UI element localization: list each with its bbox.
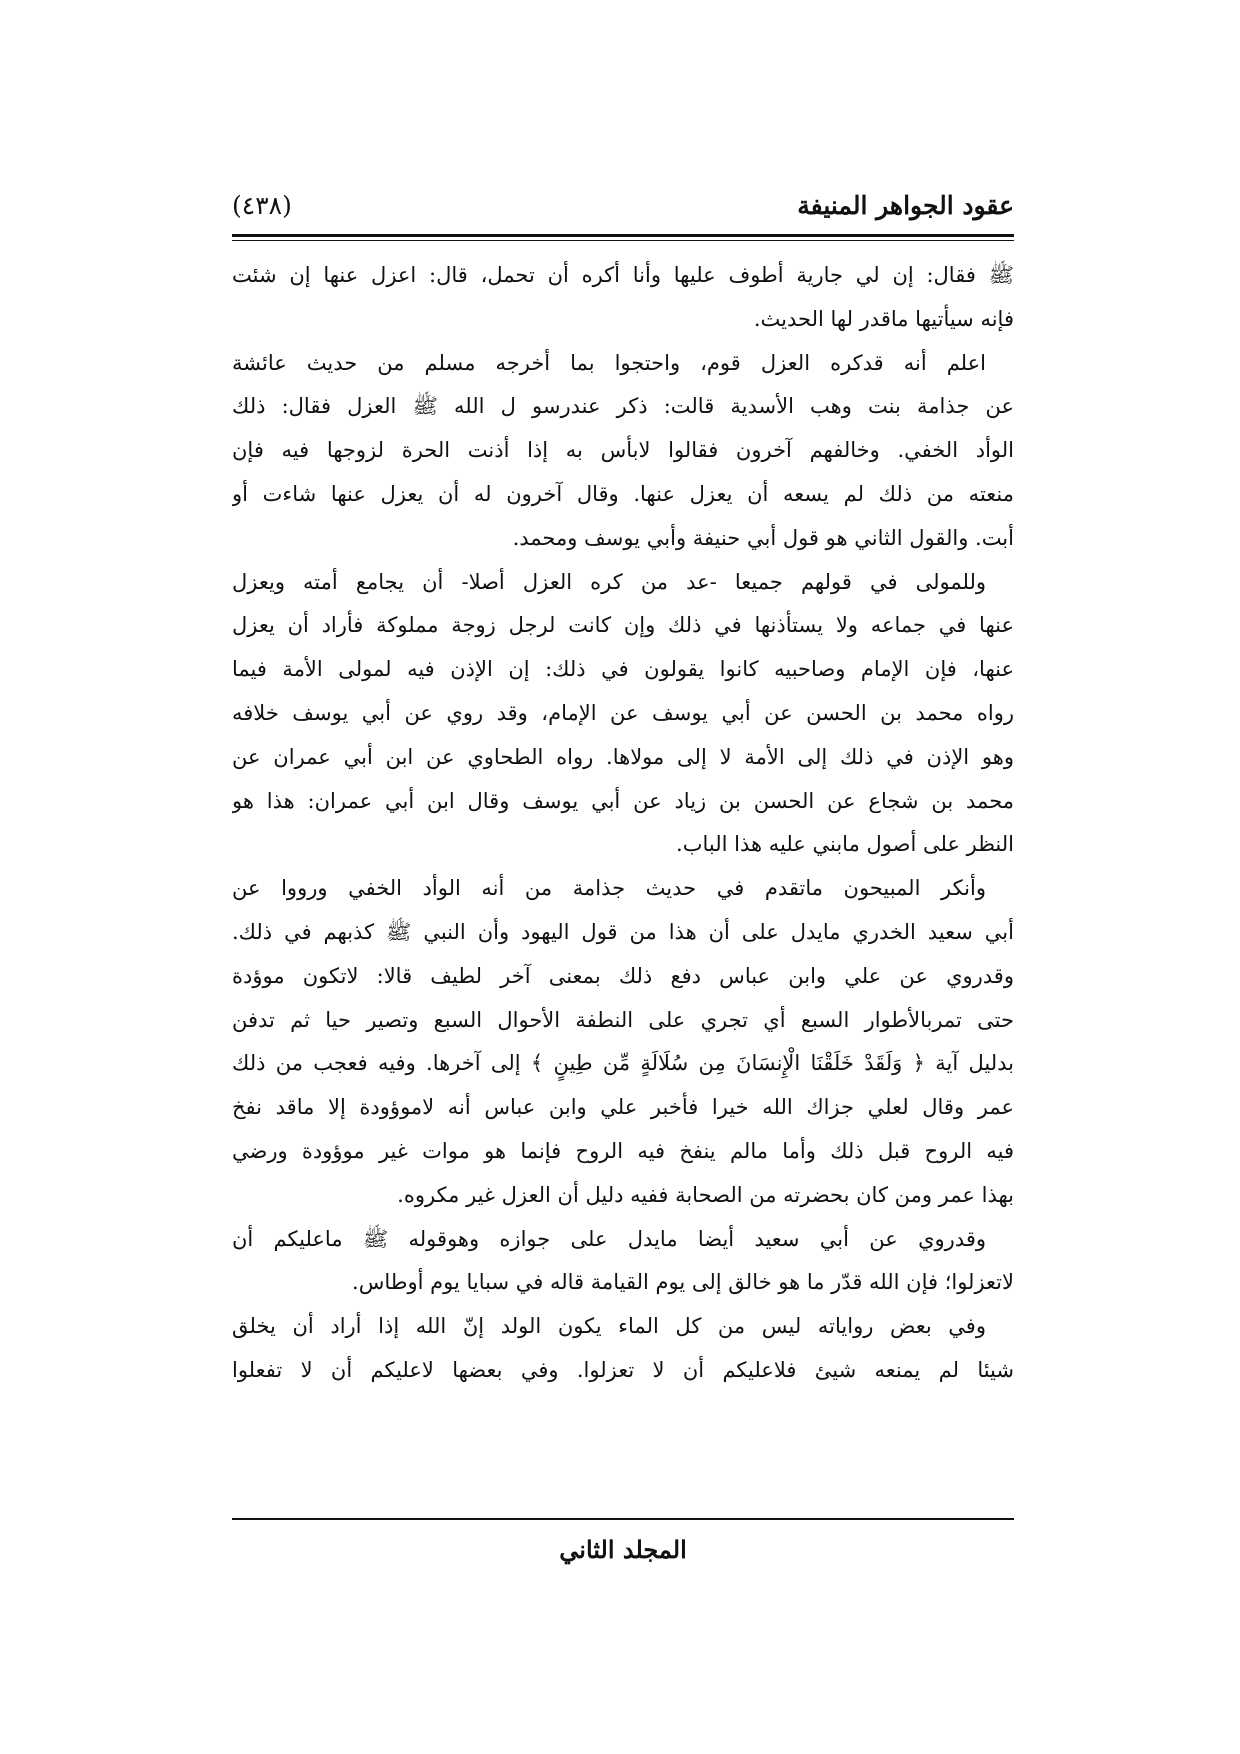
text-line: وأنكر المبيحون ماتقدم في حديث جذامة من أنه الوأد الخفي ورووا عن: [232, 876, 986, 901]
text-line: محمد بن شجاع عن الحسن بن زياد عن أبي يوسف وقال ابن أبي عمران: هذا هو: [232, 788, 1014, 813]
volume-label: المجلد الثاني: [559, 1535, 687, 1564]
text-line: اعلم أنه قدكره العزل قوم، واحتجوا بما أخرجه مسلم من حديث عائشة: [232, 350, 986, 375]
page-number: (٤٣٨): [232, 191, 292, 220]
text-line: وهو الإذن في ذلك إلى الأمة لا إلى مولاها. رواه الطحاوي عن ابن أبي عمران عن: [232, 744, 1014, 769]
text-line: النظر على أصول مابني عليه هذا الباب.: [676, 832, 1014, 857]
text-line: فيه الروح قبل ذلك وأما مالم ينفخ فيه الروح فإنما هو موات غير موؤودة ورضي: [232, 1138, 1014, 1163]
text-line: أبي سعيد الخدري مايدل على أن هذا من قول اليهود وأن النبي ﷺ كذبهم في ذلك.: [232, 919, 1014, 944]
text-line: عنها، فإن الإمام وصاحبيه كانوا يقولون في ذلك: إن الإذن فيه لمولى الأمة فيما: [232, 657, 1014, 682]
text-line: ﷺ فقال: إن لي جارية أطوف عليها وأنا أكره أن تحمل، قال: اعزل عنها إن شئت: [232, 263, 1014, 287]
text-line: رواه محمد بن الحسن عن أبي يوسف عن الإمام، وقد روي عن أبي يوسف خلافه: [232, 700, 1014, 725]
text-line: حتى تمربالأطوار السبع أي تجري على النطفة الأحوال السبع وتصير حيا ثم تدفن: [232, 1007, 1014, 1032]
book-title: عقود الجواهر المنيفة: [797, 191, 1014, 220]
text-line: وقدروي عن أبي سعيد أيضا مايدل على جوازه وهوقوله ﷺ ماعليكم أن: [232, 1226, 986, 1251]
text-line: بهذا عمر ومن كان بحضرته من الصحابة ففيه دليل أن العزل غير مكروه.: [397, 1182, 1014, 1207]
text-line: عن جذامة بنت وهب الأسدية قالت: ذكر عندرسو ل الله ﷺ العزل فقال: ذلك: [232, 394, 1014, 419]
text-line: لاتعزلوا؛ فإن الله قدّر ما هو خالق إلى يوم القيامة قاله في سبايا يوم أوطاس.: [352, 1270, 1014, 1295]
header-rule-thin: [232, 240, 1014, 241]
text-line: فإنه سيأتيها ماقدر لها الحديث.: [753, 306, 1014, 331]
footer-rule: [232, 1518, 1014, 1520]
text-line: أبت. والقول الثاني هو قول أبي حنيفة وأبي يوسف ومحمد.: [512, 525, 1014, 550]
page-header: [232, 186, 1014, 226]
text-line: وقدروي عن علي وابن عباس دفع ذلك بمعنى آخر لطيف قالا: لاتكون موؤدة: [232, 963, 1014, 988]
text-line: بدليل آية ﴿ وَلَقَدْ خَلَقْنَا الْإِنسَانَ مِن سُلَالَةٍ مِّن طِينٍ ﴾ إلى آخرها. وفيه فعجب من ذلك: [232, 1051, 1014, 1076]
body-text: [232, 254, 1014, 1512]
text-line: وفي بعض رواياته ليس من كل الماء يكون الولد إنّ الله إذا أراد أن يخلق: [232, 1314, 986, 1339]
header-rule-thick: [232, 234, 1014, 237]
text-line: عنها في جماعه ولا يستأذنها في ذلك وإن كانت لرجل زوجة مملوكة فأراد أن يعزل: [232, 613, 1014, 638]
text-line: عمر وقال لعلي جزاك الله خيرا فأخبر علي وابن عباس أنه لاموؤودة إلا ماقد نفخ: [232, 1095, 1014, 1120]
text-line: الوأد الخفي. وخالفهم آخرون فقالوا لابأس به إذا أذنت الحرة لزوجها فيه فإن: [232, 438, 1014, 463]
text-line: شيئا لم يمنعه شيئ فلاعليكم أن لا تعزلوا. وفي بعضها لاعليكم أن لا تفعلوا: [232, 1357, 1014, 1382]
text-line: منعته من ذلك لم يسعه أن يعزل عنها. وقال آخرون له أن يعزل عنها شاءت أو: [232, 481, 1014, 506]
text-line: وللمولى في قولهم جميعا -عد من كره العزل أصلا- أن يجامع أمته ويعزل: [232, 569, 986, 594]
